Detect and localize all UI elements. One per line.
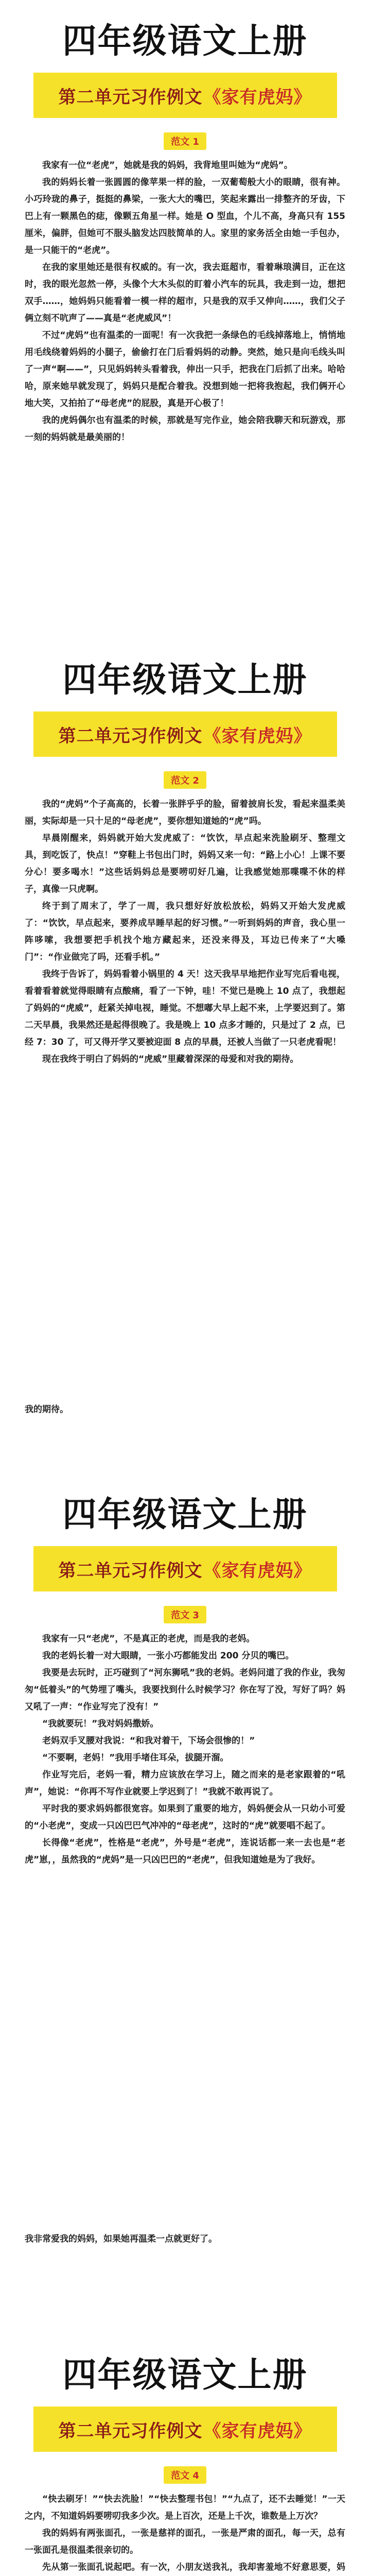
page-title: 四年级语文上册: [62, 660, 308, 700]
paragraph: 先从第一张面孔说起吧。有一次，小朋友送我礼，我却害羞地不好意思要，妈: [42, 2562, 345, 2573]
sample-badge: 范文 3: [164, 1606, 206, 1623]
paragraph: 我终于告诉了，妈妈看着小锅里的 4 天！这天我早早地把作业写完后看电视，看着看着就觉得眼睛有点酸痛，看了一下钟，哇！不觉已是晚上 10 点了，我想起了妈妈的“虎威”，赶紧关掉电视，睡觉。不想嘟大早上起不来，上学要迟到了。第二天早晨，我果然还是起得很晚了。我是晚上 10 点多才睡的，只是过了 2 点，已经 7：30 了，可又得开学又要被迎面 8 点的早晨，还被人当做了一只老虎看呢！: [25, 969, 345, 1048]
essay-tail: 我的期待。: [25, 1404, 68, 1415]
sample-badge: 范文 4: [164, 2466, 206, 2484]
paragraph: 我家有一只“老虎”，不是真正的老虎，而是我的老妈。: [42, 1634, 255, 1645]
paragraph: 早晨刚醒来，妈妈就开始大发虎威了：“饮饮，早点起来洗脸刷牙、整理文具，到吃饭了，快点！”穿鞋上书包出门时，妈妈又来一句：“路上小心！上课不要分心！要多喝水！”这些话妈妈总是要唠叨好几遍，让我感觉她那喋喋不休的样子，真像一只虎啊。: [25, 833, 345, 895]
subtitle-banner: [33, 1546, 337, 1591]
essay-tail: 我非常爱我的妈妈，如果她再温柔一点就更好了。: [25, 2234, 217, 2244]
paragraph: 在我的家里她还是很有权威的。有一次，我去逛超市，看着琳琅满目，正在这时，我的眼光忽然一停，头像个大木头似的盯着小汽车的玩具，我走到一边，想把双手……，她妈妈只能看着一模一样的超市，只是我的双手又伸向……，我们父子俩立刻不吭声了——真是“老虎威风”！: [25, 262, 345, 324]
paragraph: 我要是去玩时，正巧碰到了“河东狮吼”我的老妈。老妈问道了我的作业，我匆匆“低着头”的气势埋了嘴头，我要找到什么时候学习？你在写了没，写好了吗？妈又吼了一声：“作业写完了没有！”: [25, 1668, 345, 1713]
paragraph: 长得像“老虎”，性格是“老虎”，外号是“老虎”，连说话都一来一去也是“老虎”崽，，虽然我的“虎妈”是一只凶巴巴的“老虎”，但我知道她是为了我好。: [25, 1838, 345, 1866]
subtitle-banner: [33, 73, 337, 118]
paragraph: 我的“虎妈”个子高高的，长着一张胖乎乎的脸，留着披肩长发，看起来温柔美丽，实际却是一只十足的“母老虎”，要你想知道她的“虎”吗。: [25, 799, 345, 827]
paragraph: “不要啊，老妈！”我用手堵住耳朵，拔腿开溜。: [42, 1753, 229, 1764]
page-title: 四年级语文上册: [62, 1495, 308, 1534]
essay-body: [25, 1631, 345, 1869]
paragraph: 终于到了周末了，学了一周，我只想好好放松放松，妈妈又开始大发虎威了：“饮饮，早点起来，要养成早睡早起的好习惯。”一听到妈妈的声音，我心里一阵哆嗦，我想要把手机找个地方藏起来，还没来得及，耳边已传来了“大嗓门”：“作业做完了吗，还看手机。”: [25, 901, 345, 963]
paragraph: 平时我的要求妈妈都很宽容。如果到了重要的地方，妈妈便会从一只幼小可爱的“小老虎”，变成一只凶巴巴气冲冲的“母老虎”，这时的“虎”就要唱不起了。: [25, 1804, 345, 1832]
subtitle-banner: [33, 711, 337, 757]
subtitle-banner: [33, 2406, 337, 2452]
subtitle-prefix: 第二单元习作例文: [58, 1560, 203, 1581]
paragraph: 现在我终于明白了妈妈的“虎威”里藏着深深的母爱和对我的期待。: [42, 1054, 299, 1065]
paragraph: 我的虎妈偶尔也有温柔的时候，那就是写完作业，她会陪我聊天和玩游戏，那一刻的妈妈就是最美丽的！: [25, 415, 345, 443]
paragraph: 老妈双手叉腰对我说：“和我对着干，下场会很惨的！”: [42, 1736, 255, 1747]
page-title: 四年级语文上册: [62, 21, 308, 61]
paragraph: “我就要玩！”我对妈妈撒娇。: [42, 1719, 159, 1730]
essay-section-1: [0, 21, 370, 446]
paragraph: 我的妈妈长着一张圆圆的像苹果一样的脸，一双葡萄般大小的眼睛，很有神。小巧玲珑的鼻子，挺挺的鼻梁，一张大大的嘴巴，笑起来露出一排整齐的牙齿，下巴上有一颗黑色的痣，像颗五角星一样。她是 O 型血，个儿不高，身高只有 155 厘米，偏胖，但她可不服头脑发达四肢简单的人。家里的家务活全由她一手包办，是一只能干的“老虎”。: [25, 177, 345, 256]
essay-section-4: [0, 2354, 370, 2576]
essay-section-2: [0, 659, 370, 1068]
sample-badge: 范文 2: [164, 771, 206, 789]
essay-body: [25, 796, 345, 1068]
subtitle-prefix: 第二单元习作例文: [58, 2420, 203, 2442]
subtitle-book: 《家有虎妈》: [203, 87, 312, 108]
essay-body: [25, 2491, 345, 2576]
subtitle-book: 《家有虎妈》: [203, 2420, 312, 2442]
subtitle-book: 《家有虎妈》: [203, 725, 312, 747]
essay-body: [25, 157, 345, 446]
sample-badge: 范文 1: [164, 132, 206, 150]
paragraph: 我家有一位“老虎”，她就是我的妈妈，我背地里叫她为“虎妈”。: [42, 160, 293, 171]
page-title: 四年级语文上册: [62, 2355, 308, 2395]
paragraph: 作业写完后，老妈一看，精力应该放在学习上，随之而来的是老家跟着的“吼声”，她说：“你再不写作业就要上学迟到了！”我就不敢再说了。: [25, 1770, 345, 1798]
essay-section-3: [0, 1494, 370, 1869]
subtitle-book: 《家有虎妈》: [203, 1560, 312, 1581]
paragraph: 我的妈妈有两张面孔，一张是慈祥的面孔，一张是严肃的面孔，每一天，总有一张面孔是很温柔很亲切的。: [25, 2528, 345, 2556]
paragraph: 不过“虎妈”也有温柔的一面呢！有一次我把一条绿色的毛线掉落地上，悄悄地用毛线绕着妈妈的小腿子，偷偷打在门后看妈妈的动静。突然，她只是向毛线头叫了一声“啊——”，只见妈妈转头看着我，伸出一只手，把我在门后抓了出来。哈哈哈，原来她早就发现了，妈妈只是配合着我。没想到她一把将我抱起，我们俩开心地大笑，又拍拍了“母老虎”的屁股，真是开心极了！: [25, 330, 345, 409]
paragraph: “快去刷牙！”“快去洗脸！”“快去整理书包！”“九点了，还不去睡觉！”一天之内，不知道妈妈要唠叨我多少次。是上百次，还是上千次，谁数是上万次？: [25, 2494, 345, 2522]
subtitle-prefix: 第二单元习作例文: [58, 725, 203, 747]
subtitle-prefix: 第二单元习作例文: [58, 87, 203, 108]
paragraph: 我的老妈长着一对大眼睛，一张小巧都能发出 200 分贝的嘴巴。: [42, 1651, 294, 1662]
